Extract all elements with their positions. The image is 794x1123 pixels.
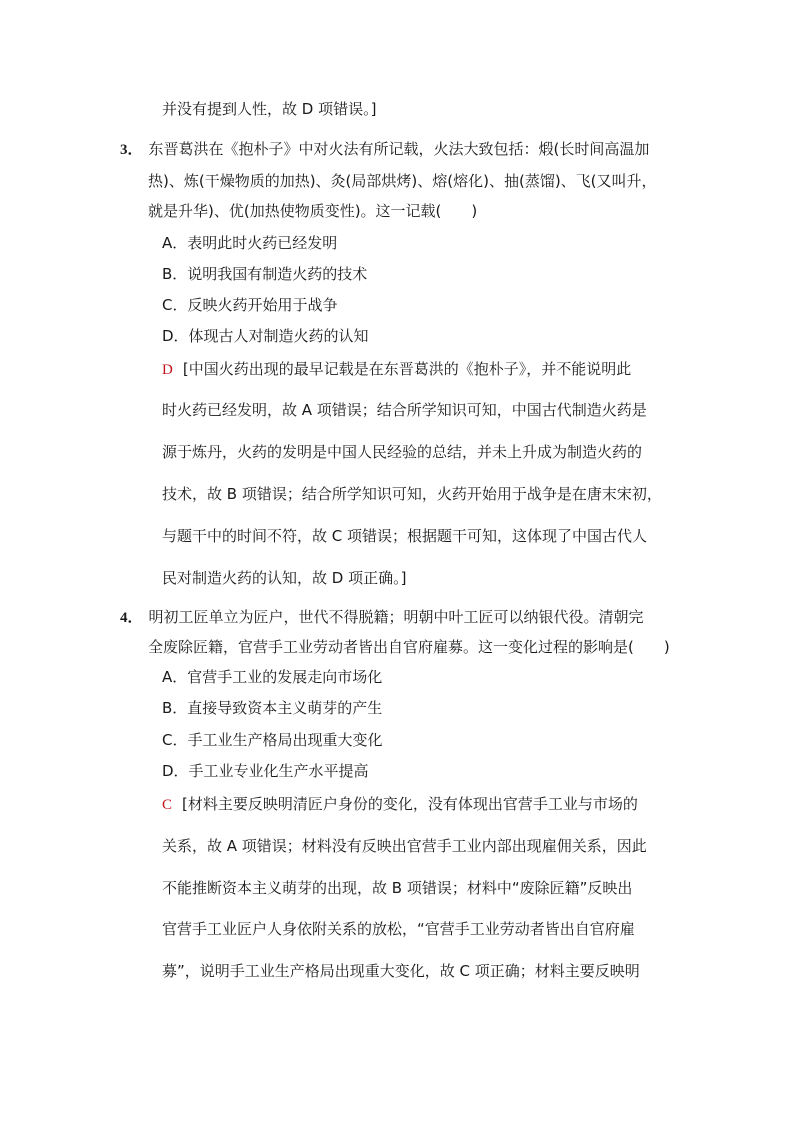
q3-explanation-line-2: 时火药已经发明，故 A 项错误；结合所学知识可知，中国古代制造火药是 (162, 401, 647, 419)
prev-explanation-text: 并没有提到人性，故 D 项错误。] (162, 100, 377, 118)
q4-number: 4． (120, 610, 143, 626)
q4-answer-letter: C (162, 797, 173, 813)
q3-stem-line-3: 就是升华)、优(加热使物质变性)。这一记载( ) (148, 202, 478, 220)
q3-explanation-line-5: 与题干中的时间不符，故 C 项错误；根据题干可知，这体现了中国古代人 (162, 527, 648, 545)
q4-explanation-line-2: 关系，故 A 项错误；材料没有反映出官营手工业内部出现雇佣关系，因此 (162, 837, 647, 855)
q3-explanation-line-6: 民对制造火药的认知，故 D 项正确。] (162, 569, 407, 587)
q4-option-d: D．手工业专业化生产水平提高 (162, 762, 369, 780)
q4-stem-line-2: 全废除匠籍，官营手工业劳动者皆出自官府雇募。这一变化过程的影响是( ) (148, 638, 670, 656)
q4-option-c: C．手工业生产格局出现重大变化 (162, 731, 383, 749)
q3-answer-letter: D (162, 362, 173, 378)
q3-option-a: A．表明此时火药已经发明 (162, 234, 338, 252)
q3-explanation-line-4: 技术，故 B 项错误；结合所学知识可知，火药开始用于战争是在唐末宋初， (162, 485, 662, 503)
q3-option-b: B．说明我国有制造火药的技术 (162, 265, 368, 283)
q3-stem-line-2: 热)、炼(干燥物质的加热)、灸(局部烘烤)、熔(熔化)、抽(蒸馏)、飞(又叫升， (148, 172, 657, 190)
q4-explanation-line-1 (162, 793, 638, 816)
q4-stem-text-1: 明初工匠单立为匠户，世代不得脱籍；明朝中叶工匠可以纳银代役。清朝完 (148, 608, 644, 626)
q4-explanation-line-5: 募”，说明手工业生产格局出现重大变化，故 C 项正确；材料主要反映明 (162, 962, 640, 980)
q3-option-d: D．体现古人对制造火药的认知 (162, 327, 369, 345)
q3-stem-line-1 (120, 138, 649, 161)
prev-explanation-end (162, 98, 376, 120)
q4-explanation-line-3: 不能推断资本主义萌芽的出现，故 B 项错误；材料中“废除匠籍”反映出 (162, 879, 633, 897)
q4-stem-line-1 (120, 606, 644, 629)
q4-option-b: B．直接导致资本主义萌芽的产生 (162, 699, 383, 717)
q4-option-a: A．官营手工业的发展走向市场化 (162, 668, 383, 686)
q3-option-c: C．反映火药开始用于战争 (162, 296, 338, 314)
q4-explanation-line-4: 官营手工业匠户人身依附关系的放松，“官营手工业劳动者皆出自官府雇 (162, 920, 635, 938)
q3-explanation-text-1: [中国火药出现的最早记载是在东晋葛洪的《抱朴子》，并不能说明此 (182, 360, 632, 378)
q3-stem-text-1: 东晋葛洪在《抱朴子》中对火法有所记载，火法大致包括：煅(长时间高温加 (148, 140, 650, 158)
q3-number: 3． (120, 142, 143, 158)
q3-explanation-line-1 (162, 358, 631, 381)
q4-explanation-text-1: [材料主要反映明清匠户身份的变化，没有体现出官营手工业与市场的 (182, 795, 638, 813)
q3-explanation-line-3: 源于炼丹，火药的发明是中国人民经验的总结，并未上升成为制造火药的 (162, 443, 643, 461)
